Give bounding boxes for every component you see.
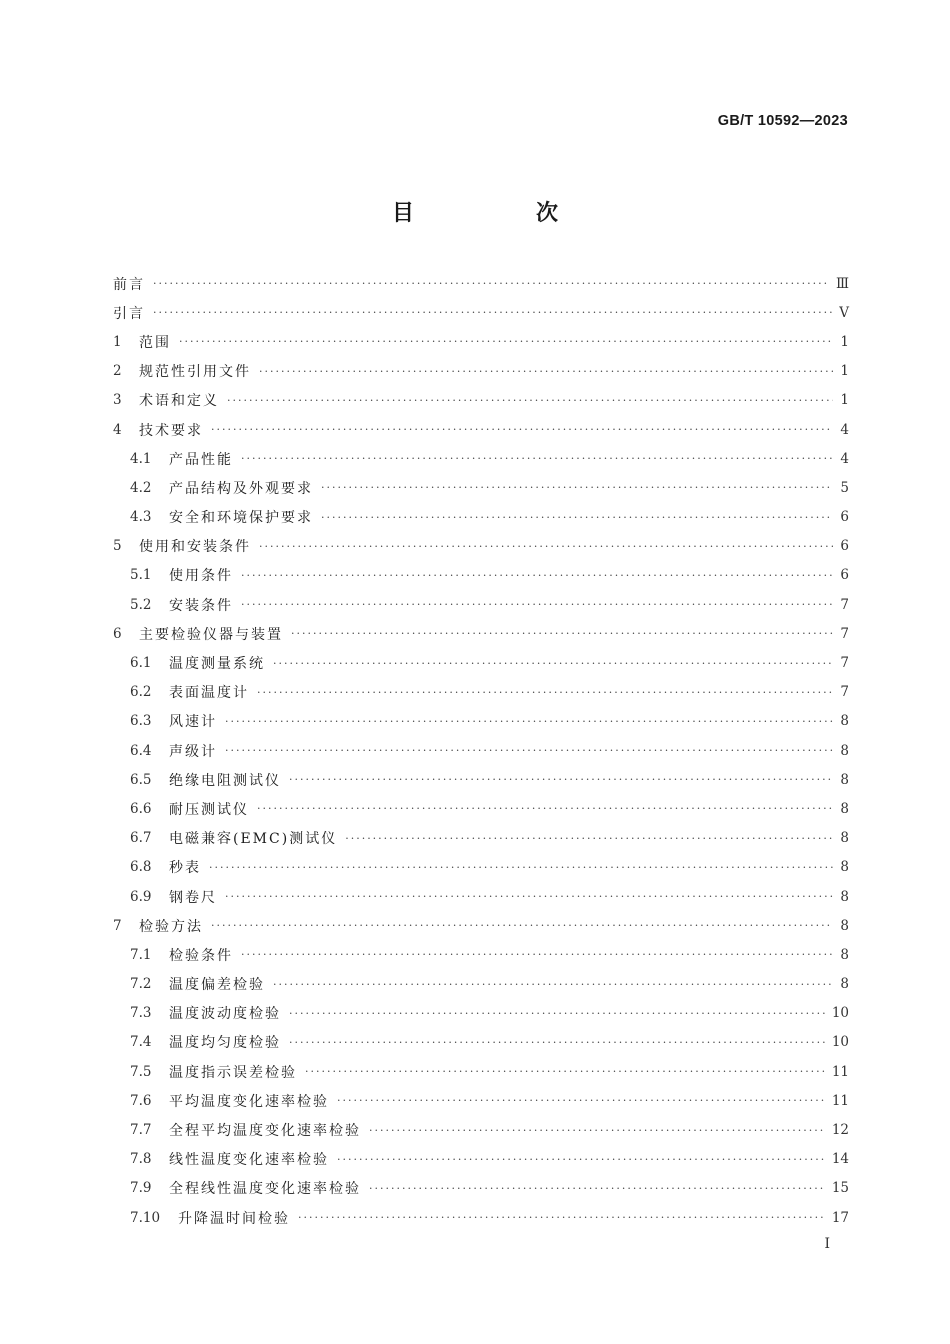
toc-entry-label: 规范性引用文件 <box>139 364 251 381</box>
toc-entry[interactable] <box>113 882 849 911</box>
toc-entry-label: 温度波动度检验 <box>169 1006 281 1023</box>
toc-dot-leader <box>211 919 833 932</box>
toc-entry[interactable] <box>113 532 849 561</box>
toc-entry[interactable] <box>113 1057 849 1086</box>
toc-entry-number: 6.6 <box>130 800 152 817</box>
toc-entry-label: 温度均匀度检验 <box>169 1035 281 1052</box>
toc-entry-label: 秒表 <box>169 860 201 877</box>
toc-entry[interactable] <box>113 824 849 853</box>
toc-entry-label: 电磁兼容(EMC)测试仪 <box>169 831 338 848</box>
toc-entry-page: 14 <box>831 1151 849 1168</box>
toc-entry-label: 产品结构及外观要求 <box>169 480 313 497</box>
toc-dot-leader <box>241 598 833 611</box>
toc-entry-label: 线性温度变化速率检验 <box>169 1152 329 1169</box>
toc-dot-leader <box>369 1124 826 1137</box>
toc-entry-label: 耐压测试仪 <box>169 801 249 818</box>
toc-dot-leader <box>273 978 833 991</box>
toc-entry[interactable] <box>113 648 849 677</box>
toc-entry-label: 使用条件 <box>169 568 233 585</box>
toc-dot-leader <box>289 773 833 786</box>
page-title: 目 次 <box>391 201 608 226</box>
toc-entry-label: 温度偏差检验 <box>169 977 265 994</box>
toc-entry-page: 6 <box>840 538 849 555</box>
toc-entry-number: 6.2 <box>130 684 152 701</box>
toc-entry[interactable] <box>113 590 849 619</box>
toc-entry-number: 4.3 <box>130 509 152 526</box>
toc-dot-leader <box>153 277 830 290</box>
toc-entry-page: 8 <box>840 888 849 905</box>
toc-entry-page: 6 <box>840 509 849 526</box>
toc-entry-label: 产品性能 <box>169 451 233 468</box>
toc-dot-leader <box>289 1007 826 1020</box>
toc-entry-page: 7 <box>840 655 849 672</box>
toc-entry-number: 4 <box>113 421 122 438</box>
toc-dot-leader <box>273 657 833 670</box>
toc-entry-page: 10 <box>831 1034 849 1051</box>
toc-entry[interactable] <box>113 765 849 794</box>
toc-entry-number: 7.10 <box>130 1209 161 1226</box>
toc-entry-label: 使用和安装条件 <box>139 539 251 556</box>
toc-entry-page: 8 <box>840 946 849 963</box>
toc-entry-page: Ⅴ <box>839 304 849 321</box>
toc-dot-leader <box>305 1065 826 1078</box>
toc-entry[interactable] <box>113 327 849 356</box>
toc-entry-page: Ⅲ <box>835 275 849 292</box>
toc-entry[interactable] <box>113 1115 849 1144</box>
toc-entry-label: 技术要求 <box>139 422 203 439</box>
toc-entry[interactable] <box>113 357 849 386</box>
toc-dot-leader <box>321 481 833 494</box>
toc-entry-number: 6.5 <box>130 771 152 788</box>
toc-dot-leader <box>298 1211 826 1224</box>
toc-entry[interactable] <box>113 736 849 765</box>
toc-dot-leader <box>241 948 833 961</box>
toc-dot-leader <box>153 306 833 319</box>
toc-entry-label: 检验条件 <box>169 947 233 964</box>
toc-entry-number: 2 <box>113 363 122 380</box>
toc-entry-label: 范围 <box>139 334 171 351</box>
toc-dot-leader <box>321 511 833 524</box>
toc-entry-label: 钢卷尺 <box>169 889 217 906</box>
toc-dot-leader <box>225 890 833 903</box>
toc-dot-leader <box>227 394 833 407</box>
toc-entry-page: 1 <box>840 392 849 409</box>
toc-entry[interactable] <box>113 444 849 473</box>
toc-entry-number: 7.8 <box>130 1151 152 1168</box>
toc-dot-leader <box>225 715 833 728</box>
toc-entry[interactable] <box>113 561 849 590</box>
toc-entry-number: 5.1 <box>130 567 152 584</box>
toc-entry[interactable] <box>113 1203 849 1232</box>
toc-entry[interactable] <box>113 853 849 882</box>
toc-dot-leader <box>337 1094 826 1107</box>
toc-entry-page: 8 <box>840 830 849 847</box>
toc-entry-number: 4.2 <box>130 479 152 496</box>
toc-entry-page: 4 <box>840 450 849 467</box>
toc-entry-label: 声级计 <box>169 743 217 760</box>
toc-entry[interactable] <box>113 473 849 502</box>
toc-entry-number: 7.9 <box>130 1180 152 1197</box>
toc-entry-label: 全程线性温度变化速率检验 <box>169 1181 361 1198</box>
toc-entry-number: 6.1 <box>130 655 152 672</box>
toc-dot-leader <box>369 1182 826 1195</box>
toc-entry-page: 7 <box>840 684 849 701</box>
toc-entry[interactable] <box>113 1086 849 1115</box>
toc-dot-leader <box>225 744 833 757</box>
toc-entry-number: 6.9 <box>130 888 152 905</box>
toc-entry[interactable] <box>113 503 849 532</box>
toc-entry-label: 温度测量系统 <box>169 656 265 673</box>
toc-entry-number: 7 <box>113 917 122 934</box>
toc-entry[interactable] <box>113 911 849 940</box>
toc-entry-page: 8 <box>840 976 849 993</box>
toc-entry-number: 6.4 <box>130 742 152 759</box>
page-number: Ⅰ <box>824 1236 830 1252</box>
toc-entry-page: 10 <box>831 1005 849 1022</box>
toc-dot-leader <box>337 1153 826 1166</box>
table-of-contents <box>113 269 849 1232</box>
toc-entry[interactable] <box>113 999 849 1028</box>
toc-entry[interactable] <box>113 386 849 415</box>
toc-entry-label: 前言 <box>113 276 145 293</box>
toc-entry-page: 17 <box>831 1209 849 1226</box>
toc-entry-number: 6.7 <box>130 830 152 847</box>
toc-entry-label: 温度指示误差检验 <box>169 1064 297 1081</box>
toc-dot-leader <box>257 686 833 699</box>
toc-entry-page: 7 <box>840 596 849 613</box>
toc-entry-number: 6.3 <box>130 713 152 730</box>
toc-dot-leader <box>211 423 833 436</box>
toc-entry-number: 4.1 <box>130 450 152 467</box>
toc-entry-page: 6 <box>840 567 849 584</box>
toc-entry-page: 15 <box>831 1180 849 1197</box>
toc-entry-number: 7.2 <box>130 976 152 993</box>
toc-dot-leader <box>259 365 833 378</box>
toc-entry-label: 表面温度计 <box>169 685 249 702</box>
toc-entry-number: 3 <box>113 392 122 409</box>
toc-entry-label: 升降温时间检验 <box>178 1210 290 1227</box>
toc-entry-number: 7.6 <box>130 1092 152 1109</box>
toc-entry-number: 7.4 <box>130 1034 152 1051</box>
toc-entry[interactable] <box>113 794 849 823</box>
toc-entry-page: 8 <box>840 917 849 934</box>
toc-entry-label: 检验方法 <box>139 918 203 935</box>
toc-entry-page: 4 <box>840 421 849 438</box>
toc-entry[interactable] <box>113 678 849 707</box>
toc-dot-leader <box>345 832 833 845</box>
toc-entry[interactable] <box>113 298 849 327</box>
toc-entry[interactable] <box>113 1145 849 1174</box>
toc-dot-leader <box>259 540 833 553</box>
toc-entry-page: 12 <box>831 1122 849 1139</box>
toc-entry-number: 5.2 <box>130 596 152 613</box>
toc-entry[interactable] <box>113 1174 849 1203</box>
toc-entry-page: 11 <box>831 1092 849 1109</box>
toc-entry-page: 8 <box>840 713 849 730</box>
toc-entry-label: 主要检验仪器与装置 <box>139 626 283 643</box>
toc-entry-number: 1 <box>113 333 122 350</box>
toc-entry-number: 6 <box>113 625 122 642</box>
toc-entry[interactable] <box>113 415 849 444</box>
toc-entry-label: 术语和定义 <box>139 393 219 410</box>
toc-entry-label: 安全和环境保护要求 <box>169 510 313 527</box>
toc-entry-page: 8 <box>840 742 849 759</box>
toc-entry-number: 7.5 <box>130 1063 152 1080</box>
toc-entry-label: 绝缘电阻测试仪 <box>169 772 281 789</box>
toc-entry-page: 11 <box>831 1063 849 1080</box>
toc-entry-page: 1 <box>840 363 849 380</box>
toc-entry-page: 8 <box>840 800 849 817</box>
toc-entry-number: 7.1 <box>130 946 152 963</box>
toc-entry-number: 6.8 <box>130 859 152 876</box>
toc-dot-leader <box>209 861 833 874</box>
toc-entry-page: 1 <box>840 333 849 350</box>
toc-entry[interactable] <box>113 940 849 969</box>
toc-entry-page: 8 <box>840 771 849 788</box>
toc-entry[interactable] <box>113 619 849 648</box>
toc-dot-leader <box>179 335 833 348</box>
toc-entry[interactable] <box>113 707 849 736</box>
toc-entry-number: 5 <box>113 538 122 555</box>
toc-entry-page: 5 <box>840 479 849 496</box>
toc-entry[interactable] <box>113 1028 849 1057</box>
toc-entry-page: 8 <box>840 859 849 876</box>
toc-entry[interactable] <box>113 970 849 999</box>
toc-entry-page: 7 <box>840 625 849 642</box>
toc-entry-number: 7.3 <box>130 1005 152 1022</box>
toc-dot-leader <box>291 627 833 640</box>
toc-entry-label: 风速计 <box>169 714 217 731</box>
toc-entry-label: 全程平均温度变化速率检验 <box>169 1123 361 1140</box>
toc-dot-leader <box>241 569 833 582</box>
standard-number: GB/T 10592—2023 <box>717 113 848 129</box>
toc-entry-number: 7.7 <box>130 1122 152 1139</box>
toc-entry-label: 引言 <box>113 305 145 322</box>
toc-entry-label: 平均温度变化速率检验 <box>169 1093 329 1110</box>
toc-entry[interactable] <box>113 269 849 298</box>
toc-dot-leader <box>257 802 833 815</box>
toc-dot-leader <box>241 452 833 465</box>
toc-dot-leader <box>289 1036 826 1049</box>
toc-entry-label: 安装条件 <box>169 597 233 614</box>
